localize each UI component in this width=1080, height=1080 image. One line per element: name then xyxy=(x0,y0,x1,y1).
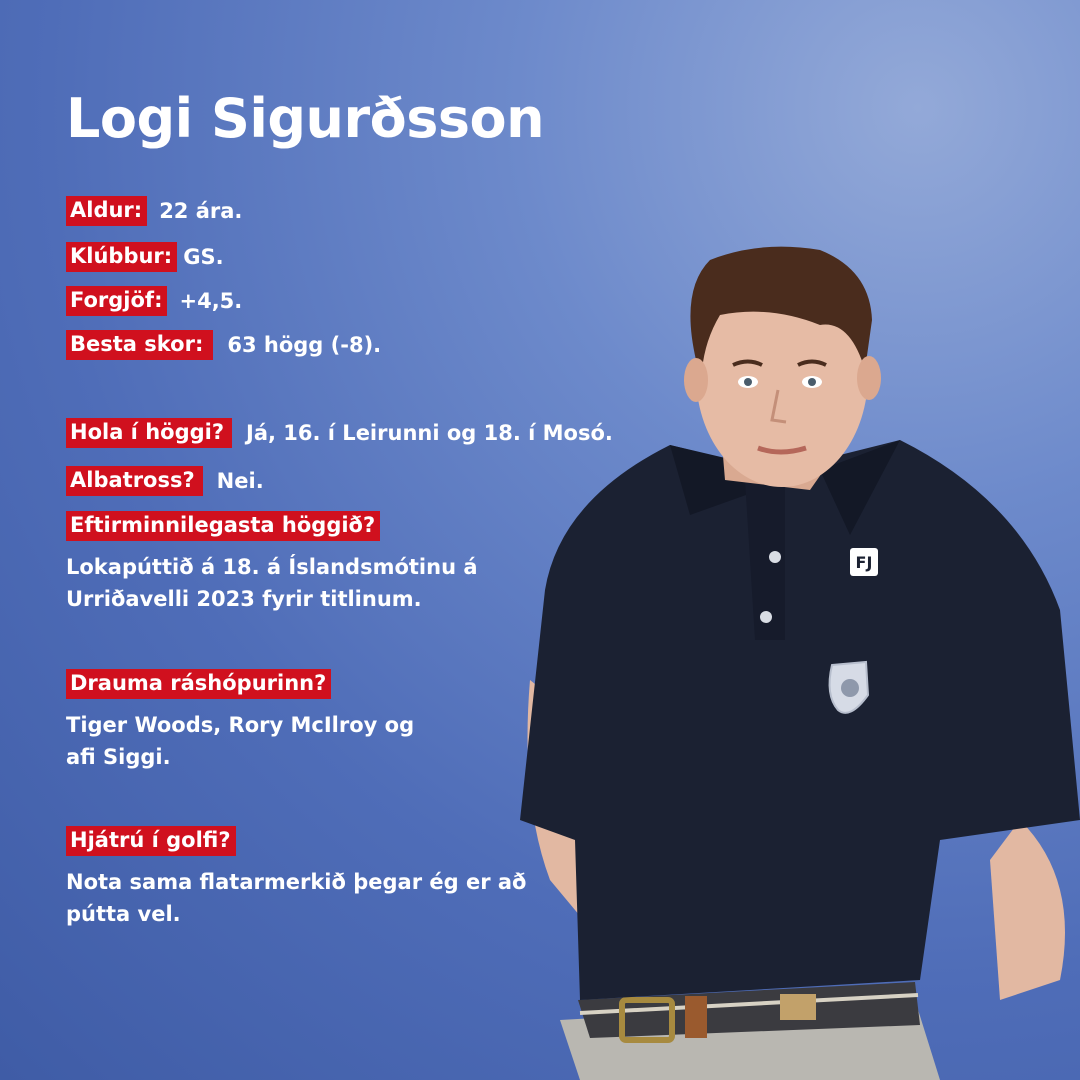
player-photo xyxy=(520,120,1080,1080)
fact-value: 63 högg (-8). xyxy=(227,332,382,357)
player-illustration xyxy=(520,120,1080,1080)
qa-answer xyxy=(66,709,414,773)
left-ear xyxy=(684,358,708,402)
answer-line: Nota sama flatarmerkið þegar ég er að xyxy=(66,870,527,894)
qa-label: Hola í höggi? xyxy=(66,418,232,448)
qa-block-dream-group xyxy=(66,669,414,773)
qa-label: Eftirminnilegasta höggið? xyxy=(66,511,380,541)
fact-row-age xyxy=(66,196,242,226)
answer-line: pútta vel. xyxy=(66,902,181,926)
fact-label: Forgjöf: xyxy=(66,286,167,316)
qa-answer: Já, 16. í Leirunni og 18. í Mosó. xyxy=(246,420,613,445)
fact-row-best-score xyxy=(66,330,381,360)
fact-value: GS. xyxy=(183,244,224,269)
qa-label: Hjátrú í golfi? xyxy=(66,826,236,856)
qa-label: Albatross? xyxy=(66,466,203,496)
qa-row-albatross xyxy=(66,466,264,496)
qa-block-memorable-shot xyxy=(66,511,478,615)
qa-answer xyxy=(66,866,526,930)
qa-block-superstition xyxy=(66,826,526,930)
right-arm xyxy=(990,820,1065,1000)
fact-value: 22 ára. xyxy=(159,198,243,223)
fact-row-handicap xyxy=(66,286,242,316)
right-ear xyxy=(857,356,881,400)
fact-label: Aldur: xyxy=(66,196,147,226)
qa-answer xyxy=(66,551,478,615)
answer-line: Urriðavelli 2023 fyrir titlinum. xyxy=(66,587,422,611)
answer-line: afi Siggi. xyxy=(66,745,171,769)
qa-label: Drauma ráshópurinn? xyxy=(66,669,331,699)
answer-line: Lokapúttið á 18. á Íslandsmótinu á xyxy=(66,555,478,579)
fact-row-club xyxy=(66,242,224,272)
fact-label: Besta skor: xyxy=(66,330,213,360)
answer-line: Tiger Woods, Rory McIlroy og xyxy=(66,713,415,737)
shirt-logo: FJ xyxy=(855,553,873,572)
fact-value: +4,5. xyxy=(179,288,243,313)
player-name: Logi Sigurðsson xyxy=(66,87,545,150)
qa-answer: Nei. xyxy=(216,468,264,493)
fact-label: Klúbbur: xyxy=(66,242,177,272)
